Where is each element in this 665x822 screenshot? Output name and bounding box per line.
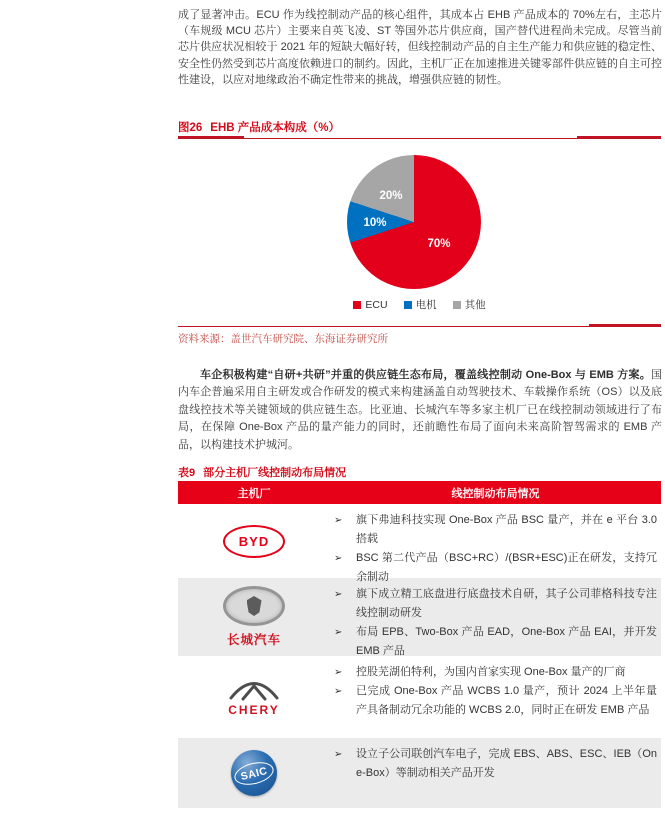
bullet-arrow-icon: ➢ <box>334 749 343 760</box>
legend-swatch-motor-icon <box>404 301 412 309</box>
table-title-text: 部分主机厂线控制动布局情况 <box>203 467 347 479</box>
chery-info-cell <box>330 656 661 738</box>
bullet-text: BSC 第二代产品（BSC+RC）/(BSR+ESC)正在研发，支持冗余制动 <box>356 552 657 583</box>
chery-logo-text: CHERY <box>228 703 280 717</box>
byd-logo <box>223 525 285 558</box>
rule-thick-right <box>589 324 661 327</box>
byd-logo-text: BYD <box>238 533 270 549</box>
saic-logo-cell <box>178 738 330 808</box>
bullet-text: 旗下弗迪科技实现 One-Box 产品 BSC 量产，并在 e 平台 3.0 搭载 <box>356 514 657 545</box>
paragraph-2-lead: 车企积极构建“自研+共研”并重的供应链生态布局，覆盖线控制动 One-Box 与 EMB 方案。 <box>200 369 651 381</box>
bullet-text: 已完成 One-Box 产品 WCBS 1.0 量产，预计 2024 上半年量产具备制动冗余功能的 WCBS 2.0，同时正在研发 EMB 产品 <box>356 685 657 716</box>
bullet-arrow-icon: ➢ <box>334 589 343 600</box>
greatwall-logo <box>223 586 285 626</box>
paragraph-2-rest: 国内车企普遍采用自主研发或合作研发的模式来构建涵盖自动驾驶技术、车载操作系统（OS）以及底盘线控技术等关键领域的供应链生态。比亚迪、长城汽车等多家主机厂已在线控制动领域进行了布局，在保障 One-Box 产品的量产能力的同时，还前瞻性布局了面向未来高阶智驾需求的 EMB 产品，以构建技术护城河。 <box>178 369 662 451</box>
greatwall-logo-cell <box>178 578 330 656</box>
table-row-chery <box>178 656 661 738</box>
legend-label-other: 其他 <box>464 299 486 311</box>
table-label: 表9 <box>178 467 196 479</box>
table-row-byd <box>178 504 661 583</box>
table-title <box>178 464 346 480</box>
figure-title-rule <box>178 136 661 139</box>
body-paragraph-1: 成了显著冲击。ECU 作为线控制动产品的核心组件，其成本占 EHB 产品成本的 70%左右，主芯片（车规级 MCU 芯片）主要来自英飞凌、ST 等国外芯片供应商，国产替代进程尚未完成。尽管当前芯片供应状况相较于 2021 年的短缺大幅好转，但线控制动产品的自主生产能力和供应链的稳定性、安全性仍然受到芯片高度依赖进口的制约。因此，主机厂正在加速推进关键零部件供应链的自主可控性建设，以应对地缘政治不确定性带来的挑战，增强供应链的韧性。 <box>178 9 662 86</box>
figure-bottom-rule <box>178 324 661 327</box>
byd-logo-cell <box>178 504 330 578</box>
bullet-item <box>334 585 657 623</box>
chery-logo-cell <box>178 656 330 738</box>
table-header-status: 线控制动布局情况 <box>451 487 540 500</box>
bullet-text: 布局 EPB、Two-Box 产品 EAD，One-Box 产品 EAI，并开发 EMB 产品 <box>356 626 657 657</box>
bullet-arrow-icon: ➢ <box>334 553 343 564</box>
pie-label-ecu: 70% <box>427 238 451 250</box>
bullet-arrow-icon: ➢ <box>334 667 343 678</box>
legend-swatch-ecu-icon <box>353 301 361 309</box>
legend-item-other <box>453 297 486 312</box>
legend-item-motor <box>404 297 437 312</box>
saic-logo-text-wrap <box>232 758 276 788</box>
greatwall-logo-text: 长城汽车 <box>226 633 281 647</box>
greatwall-info-cell <box>330 578 661 656</box>
legend-item-ecu <box>353 299 387 311</box>
table-header-row <box>178 481 661 504</box>
pie-legend <box>178 297 661 312</box>
rule-thin <box>244 138 577 139</box>
greatwall-shield-icon <box>247 596 262 616</box>
bullet-arrow-icon: ➢ <box>334 627 343 638</box>
legend-label-ecu: ECU <box>365 298 388 311</box>
bullet-item <box>334 663 657 682</box>
table-row-saic <box>178 738 661 808</box>
bullet-text: 控股芜湖伯特利，为国内首家实现 One-Box 量产的厂商 <box>356 666 626 678</box>
pie-chart <box>347 155 481 289</box>
bullet-item <box>334 682 657 720</box>
bullet-arrow-icon: ➢ <box>334 686 343 697</box>
bullet-item <box>334 745 657 783</box>
byd-info-cell <box>330 504 661 583</box>
saic-info-cell <box>330 738 661 808</box>
figure-label: 图26 <box>178 122 203 134</box>
figure-title <box>178 119 340 135</box>
body-paragraph-2 <box>178 367 662 454</box>
pie-label-other: 20% <box>379 190 403 202</box>
bullet-item <box>334 511 657 549</box>
legend-label-motor: 电机 <box>415 299 437 311</box>
chery-logo-icon <box>226 677 282 701</box>
figure-title-text: EHB 产品成本构成（%） <box>210 122 340 134</box>
saic-logo <box>231 750 277 796</box>
rule-thick-right <box>577 136 661 139</box>
table-header-oem: 主机厂 <box>237 487 271 500</box>
oem-brake-table <box>178 481 661 808</box>
bullet-text: 设立子公司联创汽车电子，完成 EBS、ABS、ESC、IEB（One-Box）等制动相关产品开发 <box>356 748 657 779</box>
legend-swatch-other-icon <box>453 301 461 309</box>
bullet-text: 旗下成立精工底盘进行底盘技术自研，其子公司菲格科技专注线控制动研发 <box>356 588 657 619</box>
rule-thick-left <box>178 136 244 139</box>
pie-label-motor: 10% <box>363 217 387 229</box>
bullet-arrow-icon: ➢ <box>334 515 343 526</box>
table-row-greatwall <box>178 578 661 656</box>
saic-logo-text: SAIC <box>239 763 269 783</box>
figure-source: 资料来源：盖世汽车研究院、东海证券研究所 <box>178 333 388 345</box>
rule-thin <box>178 326 589 327</box>
